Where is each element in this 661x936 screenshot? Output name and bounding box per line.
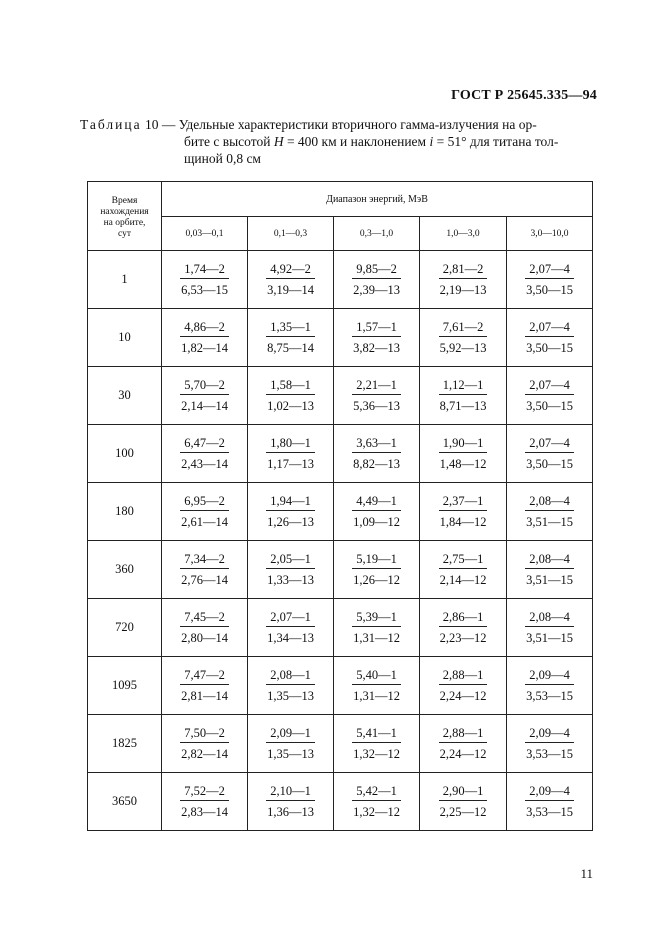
denominator: 1,26—13: [267, 515, 314, 529]
value-cell: [334, 425, 420, 483]
fraction: [522, 493, 577, 531]
value-cell: [420, 715, 507, 773]
denominator: 3,50—15: [526, 341, 573, 355]
denominator: 2,82—14: [181, 747, 228, 761]
numerator: 5,40—1: [352, 667, 401, 685]
fraction: [177, 609, 232, 647]
value-cell: [248, 367, 334, 425]
value-cell: [162, 657, 248, 715]
numerator: 2,90—1: [439, 783, 488, 801]
value-cell: [507, 483, 593, 541]
energy-range-column: 3,0—10,0: [507, 217, 593, 251]
caption-text-2c: = 51° для титана тол-: [433, 134, 559, 149]
denominator: 2,80—14: [181, 631, 228, 645]
table-row: [88, 309, 593, 367]
denominator: 3,53—15: [526, 689, 573, 703]
time-cell: 180: [88, 483, 162, 541]
fraction: [522, 783, 577, 821]
denominator: 3,50—15: [526, 283, 573, 297]
fraction: [349, 493, 404, 531]
numerator: 2,07—4: [525, 435, 574, 453]
value-cell: [248, 251, 334, 309]
table-header: [88, 182, 593, 251]
time-cell: 1: [88, 251, 162, 309]
value-cell: [420, 483, 507, 541]
fraction: [436, 377, 491, 415]
time-header-line: Время: [111, 196, 138, 206]
value-cell: [334, 773, 420, 831]
value-cell: [248, 657, 334, 715]
value-cell: [507, 367, 593, 425]
fraction: [522, 609, 577, 647]
denominator: 8,82—13: [353, 457, 400, 471]
table-row: [88, 367, 593, 425]
numerator: 2,75—1: [439, 551, 488, 569]
fraction: [177, 435, 232, 473]
table-row: [88, 773, 593, 831]
numerator: 2,08—1: [266, 667, 315, 685]
numerator: 7,50—2: [180, 725, 229, 743]
fraction: [349, 609, 404, 647]
value-cell: [248, 309, 334, 367]
value-cell: [248, 773, 334, 831]
fraction: [522, 377, 577, 415]
denominator: 3,51—15: [526, 631, 573, 645]
numerator: 3,63—1: [352, 435, 401, 453]
value-cell: [162, 309, 248, 367]
denominator: 5,92—13: [439, 341, 487, 355]
numerator: 1,94—1: [266, 493, 315, 511]
value-cell: [507, 599, 593, 657]
value-cell: [334, 541, 420, 599]
numerator: 4,49—1: [352, 493, 401, 511]
value-cell: [507, 715, 593, 773]
value-cell: [420, 367, 507, 425]
numerator: 1,80—1: [266, 435, 315, 453]
value-cell: [507, 541, 593, 599]
denominator: 1,35—13: [267, 689, 314, 703]
value-cell: [507, 425, 593, 483]
fraction: [263, 435, 318, 473]
fraction: [522, 551, 577, 589]
numerator: 1,58—1: [266, 377, 315, 395]
denominator: 1,84—12: [439, 515, 487, 529]
value-cell: [162, 715, 248, 773]
value-cell: [420, 657, 507, 715]
time-cell: 100: [88, 425, 162, 483]
document-code: ГОСТ Р 25645.335—94: [451, 88, 597, 103]
fraction: [436, 667, 491, 705]
table-row: [88, 425, 593, 483]
denominator: 1,48—12: [439, 457, 487, 471]
numerator: 7,47—2: [180, 667, 229, 685]
numerator: 7,52—2: [180, 783, 229, 801]
denominator: 1,33—13: [267, 573, 314, 587]
fraction: [349, 551, 404, 589]
numerator: 2,86—1: [439, 609, 488, 627]
numerator: 9,85—2: [352, 261, 401, 279]
fraction: [522, 435, 577, 473]
value-cell: [162, 599, 248, 657]
numerator: 2,07—4: [525, 261, 574, 279]
fraction: [177, 493, 232, 531]
caption-line-3: щиной 0,8 см: [184, 151, 261, 166]
denominator: 1,31—12: [353, 689, 400, 703]
caption-line-2: [80, 133, 600, 150]
page-number: 11: [580, 866, 593, 881]
numerator: 1,57—1: [352, 319, 401, 337]
caption-number: 10: [145, 117, 159, 132]
fraction: [263, 319, 318, 357]
fraction: [349, 783, 404, 821]
numerator: 2,21—1: [352, 377, 401, 395]
time-header-line: нахождения: [100, 207, 149, 217]
value-cell: [334, 715, 420, 773]
fraction: [522, 725, 577, 763]
value-cell: [248, 715, 334, 773]
table-caption: [80, 116, 600, 167]
denominator: 5,36—13: [353, 399, 400, 413]
value-cell: [334, 367, 420, 425]
value-cell: [162, 541, 248, 599]
numerator: 2,09—4: [525, 667, 574, 685]
fraction: [349, 725, 404, 763]
denominator: 2,25—12: [439, 805, 487, 819]
energy-range-column: 1,0—3,0: [420, 217, 507, 251]
denominator: 2,43—14: [181, 457, 228, 471]
table-row: [88, 599, 593, 657]
numerator: 5,42—1: [352, 783, 401, 801]
table-row: [88, 541, 593, 599]
denominator: 3,19—14: [267, 283, 314, 297]
energy-range-column: 0,1—0,3: [248, 217, 334, 251]
numerator: 1,90—1: [439, 435, 488, 453]
numerator: 2,09—4: [525, 725, 574, 743]
numerator: 7,61—2: [439, 319, 488, 337]
denominator: 1,34—13: [267, 631, 314, 645]
value-cell: [507, 773, 593, 831]
value-cell: [162, 773, 248, 831]
denominator: 1,17—13: [267, 457, 314, 471]
denominator: 2,14—12: [439, 573, 487, 587]
fraction: [263, 667, 318, 705]
caption-text-1: — Удельные характеристики вторичного гамма-излучения на ор-: [158, 117, 537, 132]
denominator: 2,23—12: [439, 631, 487, 645]
caption-text-2a: бите с высотой: [184, 134, 274, 149]
numerator: 5,41—1: [352, 725, 401, 743]
numerator: 2,05—1: [266, 551, 315, 569]
denominator: 1,32—12: [353, 805, 400, 819]
denominator: 1,36—13: [267, 805, 314, 819]
numerator: 2,09—4: [525, 783, 574, 801]
energy-range-column: 0,03—0,1: [162, 217, 248, 251]
denominator: 6,53—15: [181, 283, 228, 297]
numerator: 6,95—2: [180, 493, 229, 511]
numerator: 2,37—1: [439, 493, 488, 511]
fraction: [177, 667, 232, 705]
denominator: 2,19—13: [439, 283, 487, 297]
fraction: [263, 261, 318, 299]
value-cell: [507, 251, 593, 309]
denominator: 3,50—15: [526, 457, 573, 471]
numerator: 5,39—1: [352, 609, 401, 627]
energy-range-column: 0,3—1,0: [334, 217, 420, 251]
denominator: 1,35—13: [267, 747, 314, 761]
fraction: [436, 783, 491, 821]
denominator: 8,75—14: [267, 341, 314, 355]
value-cell: [334, 309, 420, 367]
numerator: 4,86—2: [180, 319, 229, 337]
value-cell: [420, 425, 507, 483]
caption-lead: Таблица: [80, 117, 142, 132]
fraction: [177, 783, 232, 821]
denominator: 2,76—14: [181, 573, 228, 587]
table-row: [88, 657, 593, 715]
time-header-line: сут: [118, 229, 131, 239]
fraction: [349, 435, 404, 473]
numerator: 2,88—1: [439, 725, 488, 743]
fraction: [349, 261, 404, 299]
value-cell: [248, 425, 334, 483]
fraction: [349, 377, 404, 415]
fraction: [349, 319, 404, 357]
denominator: 3,51—15: [526, 573, 573, 587]
table-body: [88, 251, 593, 831]
value-cell: [420, 773, 507, 831]
numerator: 2,81—2: [439, 261, 488, 279]
numerator: 2,07—1: [266, 609, 315, 627]
fraction: [177, 319, 232, 357]
fraction: [522, 319, 577, 357]
value-cell: [162, 483, 248, 541]
table-row: [88, 715, 593, 773]
denominator: 2,24—12: [439, 747, 487, 761]
value-cell: [420, 541, 507, 599]
table-row: [88, 483, 593, 541]
value-cell: [162, 251, 248, 309]
fraction: [263, 377, 318, 415]
fraction: [436, 493, 491, 531]
caption-var-i: i: [429, 134, 434, 149]
fraction: [522, 667, 577, 705]
denominator: 2,24—12: [439, 689, 487, 703]
denominator: 2,39—13: [353, 283, 400, 297]
fraction: [522, 261, 577, 299]
value-cell: [334, 657, 420, 715]
denominator: 1,31—12: [353, 631, 400, 645]
value-cell: [248, 483, 334, 541]
time-header-line: на орбите,: [103, 218, 146, 228]
numerator: 4,92—2: [266, 261, 315, 279]
denominator: 1,09—12: [353, 515, 400, 529]
numerator: 2,08—4: [525, 551, 574, 569]
denominator: 1,82—14: [181, 341, 228, 355]
fraction: [263, 609, 318, 647]
fraction: [177, 551, 232, 589]
denominator: 1,26—12: [353, 573, 400, 587]
fraction: [436, 319, 491, 357]
fraction: [263, 725, 318, 763]
gamma-radiation-table: [87, 181, 593, 831]
denominator: 3,53—15: [526, 805, 573, 819]
value-cell: [507, 309, 593, 367]
denominator: 8,71—13: [439, 399, 487, 413]
caption-var-h: H: [273, 134, 284, 149]
fraction: [263, 551, 318, 589]
time-cell: 10: [88, 309, 162, 367]
numerator: 2,07—4: [525, 377, 574, 395]
fraction: [436, 551, 491, 589]
fraction: [177, 377, 232, 415]
denominator: 3,82—13: [353, 341, 400, 355]
fraction: [349, 667, 404, 705]
numerator: 1,74—2: [180, 261, 229, 279]
denominator: 3,50—15: [526, 399, 573, 413]
numerator: 6,47—2: [180, 435, 229, 453]
denominator: 3,53—15: [526, 747, 573, 761]
fraction: [263, 783, 318, 821]
fraction: [177, 725, 232, 763]
numerator: 5,19—1: [352, 551, 401, 569]
time-cell: 30: [88, 367, 162, 425]
denominator: 1,32—12: [353, 747, 400, 761]
fraction: [263, 493, 318, 531]
denominator: 1,02—13: [267, 399, 314, 413]
value-cell: [334, 483, 420, 541]
value-cell: [334, 251, 420, 309]
denominator: 2,81—14: [181, 689, 228, 703]
fraction: [177, 261, 232, 299]
value-cell: [162, 367, 248, 425]
numerator: 2,10—1: [266, 783, 315, 801]
denominator: 2,61—14: [181, 515, 228, 529]
denominator: 2,83—14: [181, 805, 228, 819]
fraction: [436, 725, 491, 763]
time-cell: 3650: [88, 773, 162, 831]
value-cell: [162, 425, 248, 483]
denominator: 3,51—15: [526, 515, 573, 529]
value-cell: [507, 657, 593, 715]
value-cell: [248, 599, 334, 657]
numerator: 2,88—1: [439, 667, 488, 685]
time-cell: 1095: [88, 657, 162, 715]
denominator: 2,14—14: [181, 399, 228, 413]
value-cell: [420, 599, 507, 657]
energy-range-header: Диапазон энергий, МэВ: [162, 182, 593, 217]
numerator: 1,35—1: [266, 319, 315, 337]
time-cell: 1825: [88, 715, 162, 773]
numerator: 2,08—4: [525, 493, 574, 511]
fraction: [436, 435, 491, 473]
value-cell: [420, 251, 507, 309]
time-header: [88, 182, 162, 251]
fraction: [436, 609, 491, 647]
time-cell: 360: [88, 541, 162, 599]
caption-line-1: [80, 116, 600, 133]
fraction: [436, 261, 491, 299]
numerator: 7,45—2: [180, 609, 229, 627]
time-cell: 720: [88, 599, 162, 657]
numerator: 5,70—2: [180, 377, 229, 395]
numerator: 7,34—2: [180, 551, 229, 569]
value-cell: [420, 309, 507, 367]
numerator: 2,07—4: [525, 319, 574, 337]
numerator: 2,08—4: [525, 609, 574, 627]
numerator: 2,09—1: [266, 725, 315, 743]
value-cell: [248, 541, 334, 599]
numerator: 1,12—1: [439, 377, 488, 395]
table-row: [88, 251, 593, 309]
caption-text-2b: = 400 км и наклонением: [283, 134, 430, 149]
value-cell: [334, 599, 420, 657]
